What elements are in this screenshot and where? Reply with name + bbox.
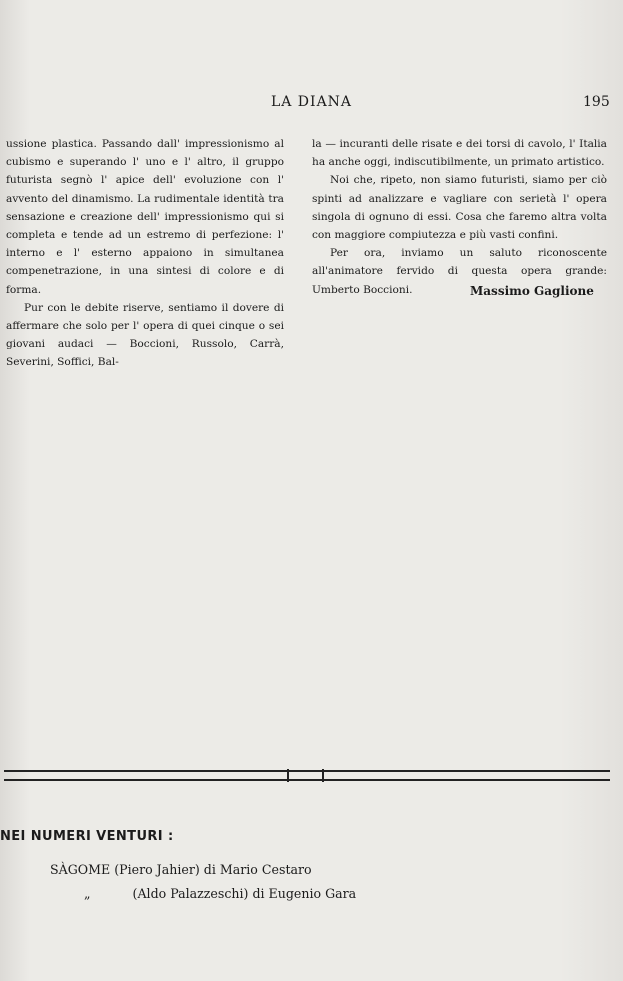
divider-joint <box>322 769 324 782</box>
upcoming-item: SÀGOME (Piero Jahier) di Mario Cestaro <box>50 862 312 877</box>
article-right-column <box>312 135 607 299</box>
ditto-mark: „ <box>84 886 91 901</box>
upcoming-item-text: (Aldo Palazzeschi) di Eugenio Gara <box>132 886 357 901</box>
author-signature: Massimo Gaglione <box>470 284 594 298</box>
journal-title: LA DIANA <box>270 94 353 110</box>
article-left-column <box>6 135 284 372</box>
paragraph: Per ora, inviamo un saluto riconoscente all'animatore fervido di questa opera grande: Umberto Boccioni. <box>312 247 607 296</box>
paragraph: Pur con le debite riserve, sentiamo il dovere di affermare che solo per l' opera di quei cinque o sei giovani audaci — Boccioni, Russolo, Carrà, Severini, Soffici, Bal- <box>6 301 284 369</box>
paragraph: ussione plastica. Passando dall' impressionismo al cubismo e superando l' uno e l' altro, il gruppo futurista segnò l' apice dell' evoluzione con l' avvento del dinamismo. La rudimentale identità tra sensazione e creazione dell' impressionismo qui si completa e tende ad un estremo di perfezione: l' interno e l' esterno appaiono in simultanea compenetrazione, in una sintesi di colore e di forma. <box>6 138 284 296</box>
upcoming-issues-heading: NEI NUMERI VENTURI : <box>0 829 174 844</box>
paragraph: la — incuranti delle risate e dei torsi di cavolo, l' Italia ha anche oggi, indiscutibilmente, un primato artistico. <box>312 138 607 169</box>
upcoming-item <box>84 886 356 901</box>
paragraph: Noi che, ripeto, non siamo futuristi, siamo per ciò spinti ad analizzare e vagliare con serietà l' opera singola di ognuno di essi. Cosa che faremo altra volta con maggiore compiutezza e più vasti confini. <box>312 174 607 242</box>
page-number: 195 <box>583 94 610 110</box>
divider-joint <box>287 769 289 782</box>
section-divider <box>4 770 610 781</box>
